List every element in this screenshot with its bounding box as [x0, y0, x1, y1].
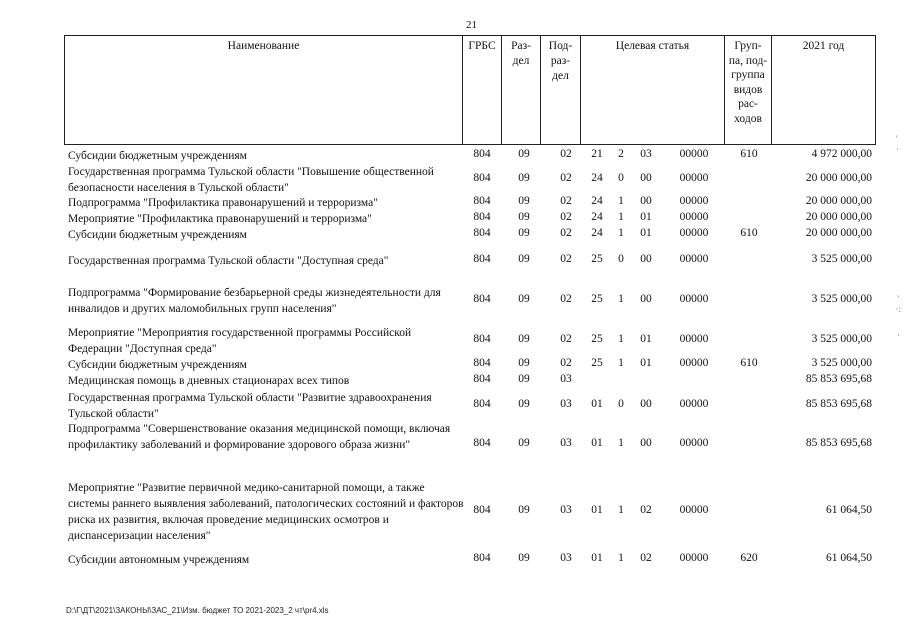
row-grbs: 804: [473, 293, 491, 305]
row-t2: 1: [618, 227, 624, 239]
row-t4: 00000: [679, 172, 709, 184]
row-t4: 00000: [679, 195, 709, 207]
row-t4: 00000: [679, 504, 709, 516]
header-razdel-cell: [501, 35, 541, 145]
header-grbs: ГРБС: [468, 40, 496, 52]
header-target-cell: [580, 35, 725, 145]
header-year: 2021 год: [802, 40, 845, 52]
row-amount: 61 064,50: [826, 504, 872, 516]
page-number: 21: [466, 19, 477, 31]
row-t3: 00: [640, 172, 652, 184]
row-podrazdel: 03: [560, 552, 572, 564]
row-podrazdel: 02: [560, 253, 572, 265]
row-t3: 00: [640, 195, 652, 207]
row-amount: 85 853 695,68: [805, 437, 872, 449]
row-amount: 20 000 000,00: [805, 211, 872, 223]
row-t4: 00000: [679, 437, 709, 449]
row-t4: 00000: [679, 227, 709, 239]
row-amount: 3 525 000,00: [811, 357, 872, 369]
row-amount: 61 064,50: [826, 552, 872, 564]
row-podrazdel: 02: [560, 148, 572, 160]
row-grbs: 804: [473, 437, 491, 449]
row-amount: 3 525 000,00: [811, 293, 872, 305]
row-grbs: 804: [473, 195, 491, 207]
row-t1: 25: [591, 293, 603, 305]
row-t4: 00000: [679, 293, 709, 305]
row-razdel: 09: [518, 211, 530, 223]
row-razdel: 09: [518, 504, 530, 516]
row-t3: 01: [640, 333, 652, 345]
row-grbs: 804: [473, 552, 491, 564]
row-name: Подпрограмма "Профилактика правонарушений и терроризма": [68, 197, 378, 209]
row-amount: 3 525 000,00: [811, 333, 872, 345]
row-name: Подпрограмма "Совершенствование оказания медицинской помощи, включая профилактику заболеваний и формирование здорового образа жизни": [68, 423, 451, 451]
row-t2: 1: [618, 211, 624, 223]
header-name-cell: [64, 35, 463, 145]
row-razdel: 09: [518, 227, 530, 239]
row-amount: 20 000 000,00: [805, 227, 872, 239]
row-amount: 3 525 000,00: [811, 253, 872, 265]
row-t4: 00000: [679, 398, 709, 410]
row-grbs: 804: [473, 373, 491, 385]
row-t3: 02: [640, 504, 652, 516]
row-t3: 01: [640, 211, 652, 223]
row-amount: 20 000 000,00: [805, 172, 872, 184]
row-name: Медицинская помощь в дневных стационарах всех типов: [68, 375, 350, 387]
row-t4: 00000: [679, 148, 709, 160]
header-razdel: Раз- дел: [511, 40, 531, 67]
row-t2: 1: [618, 437, 624, 449]
row-razdel: 09: [518, 293, 530, 305]
row-grbs: 804: [473, 227, 491, 239]
row-t4: 00000: [679, 357, 709, 369]
row-razdel: 09: [518, 552, 530, 564]
row-podrazdel: 03: [560, 373, 572, 385]
header-podrazdel-cell: [540, 35, 581, 145]
row-podrazdel: 02: [560, 333, 572, 345]
row-t1: 01: [591, 552, 603, 564]
row-grbs: 804: [473, 172, 491, 184]
row-t2: 1: [618, 195, 624, 207]
row-t4: 00000: [679, 253, 709, 265]
row-t4: 00000: [679, 333, 709, 345]
row-t1: 25: [591, 333, 603, 345]
row-grbs: 804: [473, 253, 491, 265]
row-group: 620: [740, 552, 758, 564]
row-t2: 0: [618, 398, 624, 410]
row-name: Субсидии бюджетным учреждениям: [68, 229, 247, 241]
row-t2: 1: [618, 357, 624, 369]
row-t3: 02: [640, 552, 652, 564]
row-name: Субсидии бюджетным учреждениям: [68, 150, 247, 162]
row-t1: 01: [591, 504, 603, 516]
row-razdel: 09: [518, 333, 530, 345]
row-name: Подпрограмма "Формирование безбарьерной среды жизнедеятельности для инвалидов и других маломобильных групп населения": [68, 287, 441, 315]
row-grbs: 804: [473, 211, 491, 223]
row-t3: 00: [640, 437, 652, 449]
row-razdel: 09: [518, 357, 530, 369]
row-amount: 85 853 695,68: [805, 398, 872, 410]
row-podrazdel: 03: [560, 398, 572, 410]
row-t2: 1: [618, 333, 624, 345]
row-podrazdel: 02: [560, 211, 572, 223]
row-grbs: 804: [473, 398, 491, 410]
row-name: Субсидии автономным учреждениям: [68, 554, 250, 566]
row-podrazdel: 02: [560, 172, 572, 184]
row-name: Субсидии бюджетным учреждениям: [68, 359, 247, 371]
row-group: 610: [740, 148, 758, 160]
row-group: 610: [740, 227, 758, 239]
row-podrazdel: 02: [560, 227, 572, 239]
row-t2: 1: [618, 552, 624, 564]
row-group: 610: [740, 357, 758, 369]
row-grbs: 804: [473, 357, 491, 369]
row-t1: 21: [591, 148, 603, 160]
row-t3: 00: [640, 293, 652, 305]
row-podrazdel: 02: [560, 293, 572, 305]
row-t1: 01: [591, 437, 603, 449]
row-t3: 01: [640, 357, 652, 369]
header-grbs-cell: [462, 35, 502, 145]
row-razdel: 09: [518, 148, 530, 160]
row-t3: 00: [640, 253, 652, 265]
row-t1: 01: [591, 398, 603, 410]
row-grbs: 804: [473, 148, 491, 160]
header-target: Целевая статья: [615, 40, 690, 52]
row-t2: 1: [618, 504, 624, 516]
row-podrazdel: 03: [560, 437, 572, 449]
row-razdel: 09: [518, 373, 530, 385]
row-t3: 00: [640, 398, 652, 410]
row-podrazdel: 02: [560, 357, 572, 369]
row-podrazdel: 02: [560, 195, 572, 207]
row-grbs: 804: [473, 504, 491, 516]
row-amount: 20 000 000,00: [805, 195, 872, 207]
row-name: Государственная программа Тульской области "Развитие здравоохранения Тульской области": [68, 392, 432, 420]
header-podrazdel: Под- раз- дел: [548, 40, 573, 82]
header-name: Наименование: [227, 40, 300, 52]
row-name: Мероприятие "Мероприятия государственной программы Российской Федерации "Доступная среда": [68, 327, 412, 355]
row-razdel: 09: [518, 253, 530, 265]
row-amount: 4 972 000,00: [811, 148, 872, 160]
row-t3: 03: [640, 148, 652, 160]
header-group: Груп- па, под- группа видов рас- ходов: [728, 40, 768, 125]
row-t1: 24: [591, 227, 603, 239]
row-grbs: 804: [473, 333, 491, 345]
row-t2: 0: [618, 172, 624, 184]
row-razdel: 09: [518, 437, 530, 449]
file-path-footer: D:\Г\ДТ\2021\ЗАКОНЫ\ЗАС_21\Изм. бюджет ТО 2021-2023_2 чт\pr4.xls: [66, 606, 329, 615]
row-razdel: 09: [518, 398, 530, 410]
row-t1: 25: [591, 253, 603, 265]
row-t4: 00000: [679, 552, 709, 564]
row-t4: 00000: [679, 211, 709, 223]
row-t1: 25: [591, 357, 603, 369]
row-t1: 24: [591, 172, 603, 184]
row-name: Мероприятие "Профилактика правонарушений и терроризма": [68, 213, 372, 225]
header-group-cell: [724, 35, 772, 145]
row-podrazdel: 03: [560, 504, 572, 516]
row-name: Государственная программа Тульской области "Повышение общественной безопасности населения в Тульской области": [68, 166, 434, 194]
row-amount: 85 853 695,68: [805, 373, 872, 385]
row-t3: 01: [640, 227, 652, 239]
row-razdel: 09: [518, 195, 530, 207]
row-t1: 24: [591, 195, 603, 207]
row-name: Мероприятие "Развитие первичной медико-санитарной помощи, а также системы раннего выявления заболеваний, патологических состояний и факторов риска их развития, включая проведение медицинских осмотров и диспансеризации населения": [68, 482, 464, 542]
row-t1: 24: [591, 211, 603, 223]
row-t2: 0: [618, 253, 624, 265]
row-razdel: 09: [518, 172, 530, 184]
row-t2: 1: [618, 293, 624, 305]
header-year-cell: [771, 35, 876, 145]
row-name: Государственная программа Тульской области "Доступная среда": [68, 255, 389, 267]
row-t2: 2: [618, 148, 624, 160]
